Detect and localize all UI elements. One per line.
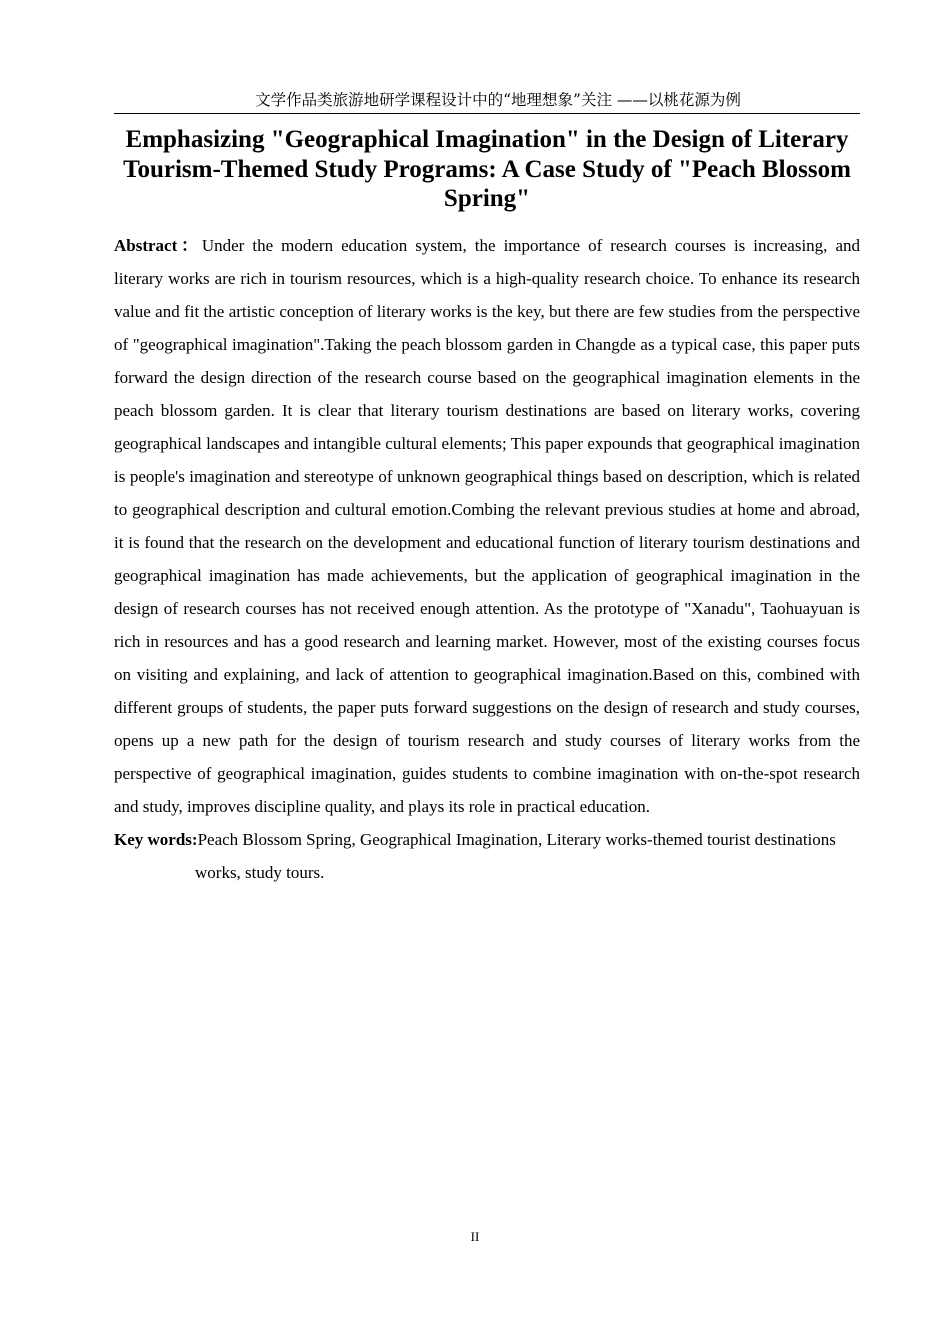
paper-page xyxy=(114,88,860,889)
abstract-label: Abstract： xyxy=(114,235,202,255)
keywords-paragraph xyxy=(114,823,860,889)
paper-title: Emphasizing "Geographical Imagination" in the Design of Literary Tourism-Themed Study Programs: A Case Study of "Peach Blossom Spring" xyxy=(123,126,851,212)
keywords-text: Peach Blossom Spring, Geographical Imagination, Literary works-themed tourist destinations works, study tours. xyxy=(195,829,836,882)
page-number: II xyxy=(470,1229,480,1244)
abstract-text: Under the modern education system, the importance of research courses is increasing, and literary works are rich in tourism resources, which is a high-quality research choice. To enhance its research value and fit the artistic conception of literary works is the key, but there are few studies from the perspective of "geographical imagination".Taking the peach blossom garden in Changde as a typical case, this paper puts forward the design direction of the research course based on the geographical imagination elements in the peach blossom garden. It is clear that literary tourism destinations are based on literary works, covering geographical landscapes and intangible cultural elements; This paper expounds that geographical imagination is people's imagination and stereotype of unknown geographical things based on description, which is related to geographical description and cultural emotion.Combing the relevant previous studies at home and abroad, it is found that the research on the development and educational function of literary tourism destinations and geographical imagination has made achievements, but the application of geographical imagination in the design of research courses has not received enough attention. As the prototype of "Xanadu", Taohuayuan is rich in resources and has a good research and learning market. However, most of the existing courses focus on visiting and explaining, and lack of attention to geographical imagination.Based on this, combined with different groups of students, the paper puts forward suggestions on the design of research and study courses, opens up a new path for the design of tourism research and study courses of literary works from the perspective of geographical imagination, guides students to combine imagination with on-the-spot research and study, improves discipline quality, and plays its role in practical education. xyxy=(114,235,861,816)
abstract-paragraph xyxy=(114,229,860,823)
running-header: 文学作品类旅游地研学课程设计中的“地理想象”关注 ——以桃花源为例 xyxy=(114,88,860,114)
keywords-label: Key words: xyxy=(114,829,198,849)
